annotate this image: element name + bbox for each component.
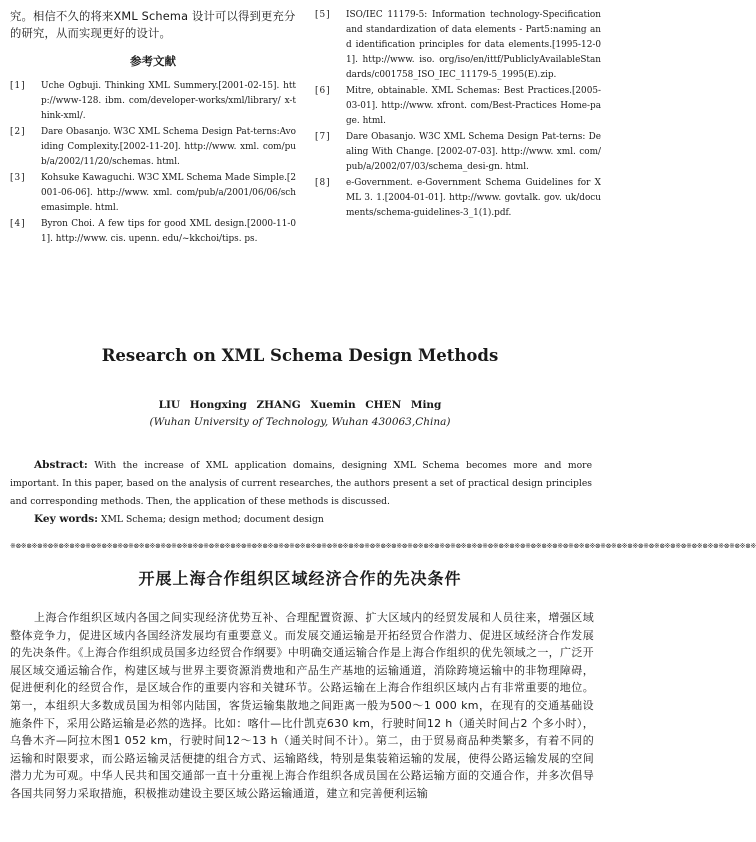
reference-number: [3] [10,173,26,183]
chinese-article-title: 开展上海合作组织区域经济合作的先决条件 [138,569,462,588]
top-two-column-section [10,8,601,330]
right-column [315,8,601,222]
reference-number: [4] [10,219,26,229]
reference-text: ISO/IEC 11179-5: Information technology-Specification and standardization of data elements - Part5:naming and identification principles for data elements.[1995-12-01]. http://www. iso. org/iso/en/ittf/PubliclyAvailableStandards/c001758_ISO_IEC_11179-5_1995(E).zip. [346,10,601,80]
reference-item [315,130,601,175]
intro-paragraph-end: 究。相信不久的将来XML Schema 设计可以得到更充分的研究，从而实现更好的设计。 [10,10,296,40]
affiliation-line: (Wuhan University of Technology, Wuhan 430063,China) [149,416,451,428]
reference-number: [1] [10,81,26,91]
keywords-text: XML Schema; design method; document design [100,514,324,525]
abstract-label: Abstract: [34,459,88,471]
keywords-label: Key words: [34,513,99,525]
reference-number: [7] [315,132,331,142]
reference-item [10,217,296,247]
chinese-article-body: 上海合作组织区域内各国之间实现经济优势互补、合理配置资源、扩大区域内的经贸发展和人员往来，增强区域整体竞争力，促进区域内各国经济发展均有重要意义。而发展交通运输是开拓经贸合作潜力、促进区域经济合作发展的先决条件。《上海合作组织成员国多边经贸合作纲要》中明确交通运输合作是上海合作组织的优先领域之一，广泛开展区域交通运输合作，构建区域与世界主要资源消费地和产品生产基地的运输通道，消除跨境运输中的非物理障碍，促进便利化的经贸合作，是区域合作的重要内容和关键环节。公路运输在上海合作组织区域内占有非常重要的地位。第一，本组织大多数成员国为相邻内陆国，客货运输集散地之间距离一般为500～1 000 km，在现有的交通基础设施条件下，采用公路运输是必然的选择。比如：喀什—比什凯克630 km，行驶时间12 h（通关时间占2 个多小时），乌鲁木齐—阿拉木图1 052 km，行驶时间12～13 h（通关时间不计）。第二，由于贸易商品种类繁多，有着不同的运输和时限要求，而公路运输灵活便捷的组合方式、运输路线，特别是集装箱运输的发展，使得公路运输发展的空间潜力尤为可观。中华人民共和国交通部一直十分重视上海合作组织各成员国在公路运输方面的交通合作，并多次倡导各国共同努力采取措施，积极推动建设主要区域公路运输通道，建立和完善便利运输 [10,611,594,800]
reference-item [315,84,601,129]
abstract-block [10,456,592,511]
keywords-block [34,513,594,525]
reference-text: Dare Obasanjo. W3C XML Schema Design Pat-terns: Dealing With Change. [2002-07-03]. http://www. xml. com/pub/a/2002/07/03/schema_desi-gn. html. [346,132,601,172]
reference-text: Uche Ogbuji. Thinking XML Summery.[2001-02-15]. http://www-128. ibm. com/developer-works/xml/library/ x-think-xml/. [41,81,296,121]
reference-text: Mitre, obtainable. XML Schemas: Best Practices.[2005-03-01]. http://www. xfront. com/Best-Practices Home-page. html. [346,86,601,126]
authors-line: LIU Hongxing ZHANG Xuemin CHEN Ming [158,399,442,411]
reference-number: [8] [315,178,331,188]
reference-item [10,125,296,170]
reference-number: [5] [315,10,331,20]
left-column [10,8,296,248]
reference-text: e-Government. e-Government Schema Guidelines for XML 3. 1.[2004-01-01]. http://www. govtalk. gov. uk/documents/schema-guidelines-3_1(1).pdf. [346,178,601,218]
abstract-text: With the increase of XML application domains, designing XML Schema becomes more and more important. In this paper, based on the analysis of current researches, the authors present a set of practical design principles and corresponding methods. Then, the application of these methods is discussed. [10,460,593,507]
reference-number: [6] [315,86,331,96]
reference-item [10,171,296,216]
references-heading: 参考文献 [130,54,176,68]
reference-text: Kohsuke Kawaguchi. W3C XML Schema Made Simple.[2001-06-06]. http://www. xml. com/pub/a/2001/06/06/schemasimple. html. [41,173,296,213]
references-list-right [315,8,601,221]
reference-item [315,8,601,83]
references-list-left [10,79,296,247]
reference-number: [2] [10,127,26,137]
english-title: Research on XML Schema Design Methods [101,346,499,365]
reference-item [10,79,296,124]
reference-text: Byron Choi. A few tips for good XML design.[2000-11-01]. http://www. cis. upenn. edu/~kkchoi/tips. ps. [41,219,296,244]
reference-item [315,176,601,221]
ornamental-divider: ※⊗※⊗※⊗※⊗※⊗※⊗※⊗※⊗※⊗※⊗※⊗※⊗※⊗※⊗※⊗※⊗※⊗※⊗※⊗※⊗※⊗※⊗※⊗※⊗※⊗※⊗※⊗※⊗※⊗※⊗※⊗※⊗※⊗※⊗※⊗※⊗※⊗※⊗※⊗※⊗※⊗※⊗※⊗※⊗※⊗※⊗※⊗※⊗※⊗※⊗※⊗※⊗※⊗※⊗※⊗※⊗※⊗※⊗※⊗※⊗※⊗※⊗※⊗※⊗※⊗※⊗※⊗※⊗※⊗※ [10,542,756,550]
reference-text: Dare Obasanjo. W3C XML Schema Design Pat-terns:Avoiding Complexity.[2002-11-20]. http://www. xml. com/pub/a/2002/11/20/schemas. html. [41,127,296,167]
